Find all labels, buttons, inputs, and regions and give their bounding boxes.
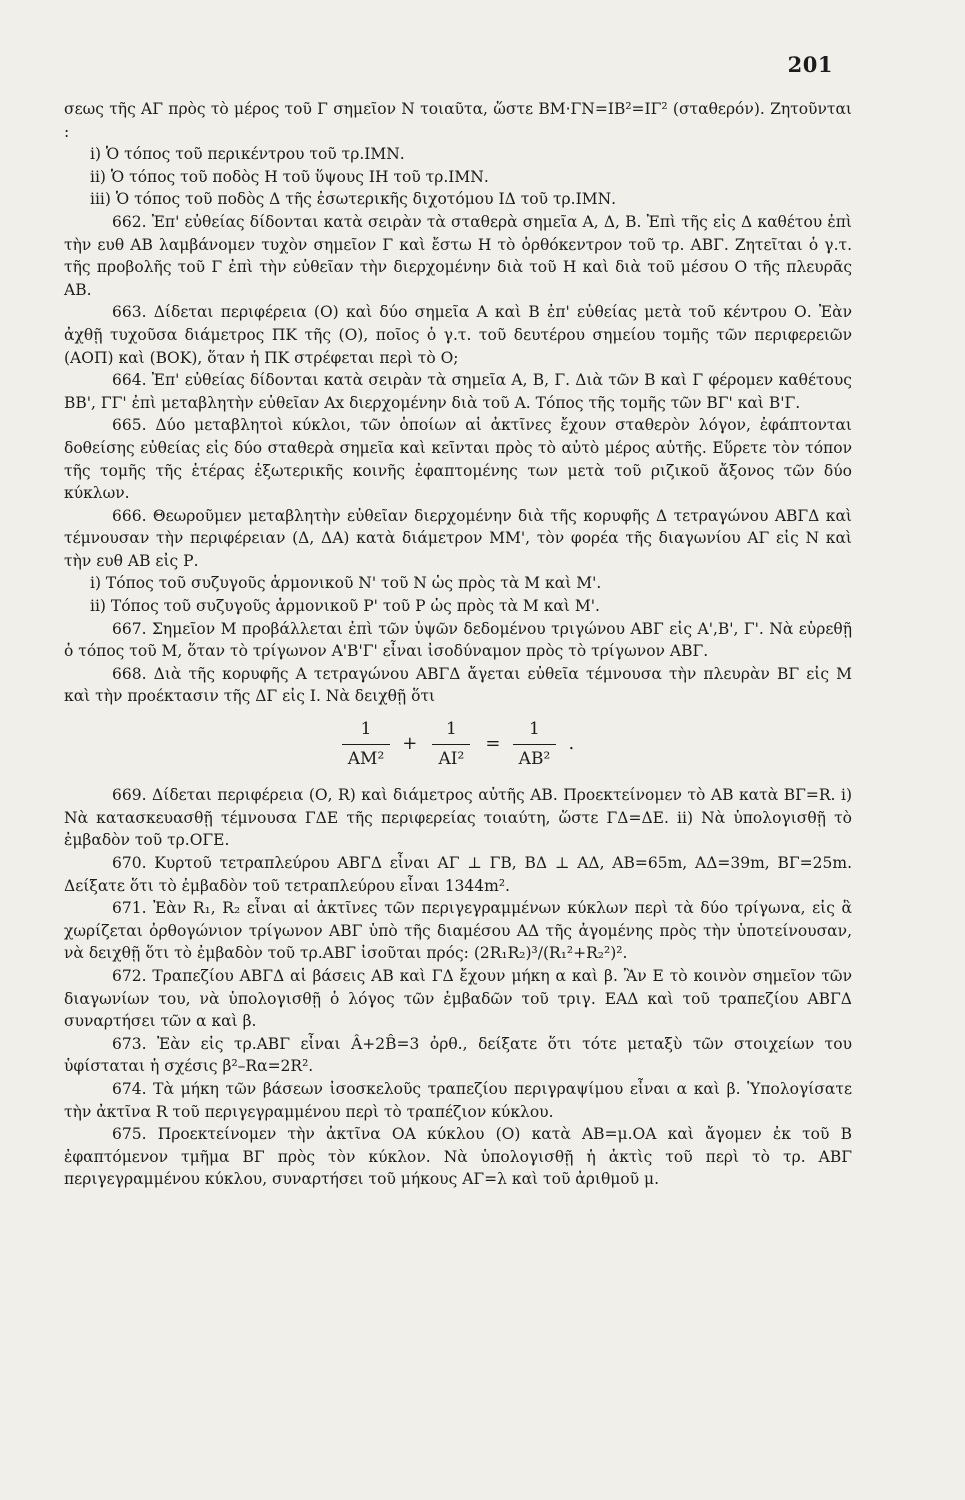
numerator: 1: [360, 719, 372, 740]
denominator: ΑΙ²: [432, 744, 470, 771]
problem-669: 669. Δίδεται περιφέρεια (Ο, R) καὶ διάμετρος αὐτῆς ΑΒ. Προεκτείνομεν τὸ ΑΒ κατὰ ΒΓ=R. i) Νὰ κατασκευασθῇ τέμνουσα ΓΔΕ τῆς περιφερείας τοιαύτη, ὥστε ΓΔ=ΔΕ. ii) Νὰ ὑπολογισθῇ τὸ ἐμβαδὸν τοῦ τρ.ΟΓΕ.: [64, 786, 852, 850]
problem-670: 670. Κυρτοῦ τετραπλεύρου ΑΒΓΔ εἶναι ΑΓ ⊥ ΓΒ, ΒΔ ⊥ ΑΔ, ΑΒ=65m, ΑΔ=39m, ΒΓ=25m. Δείξατε ὅτι τὸ ἐμβαδὸν τοῦ τετραπλεύρου εἶναι 1344m².: [64, 854, 852, 895]
equals-sign: =: [485, 732, 501, 754]
problem-668: 668. Διὰ τῆς κορυφῆς Α τετραγώνου ΑΒΓΔ ἄγεται εὐθεῖα τέμνουσα τὴν πλευρὰν ΒΓ εἰς Μ καὶ τὴν προέκτασιν τῆς ΔΓ εἰς Ι. Νὰ δειχθῇ ὅτι: [64, 664, 852, 706]
numerator: 1: [529, 719, 540, 740]
page-text: [64, 98, 852, 1191]
numerator: 1: [445, 719, 457, 740]
problem-664: 664. Ἐπ' εὐθείας δίδονται κατὰ σειρὰν τὰ σημεῖα Α, Β, Γ. Διὰ τῶν Β καὶ Γ φέρομεν καθέτους ΒΒ', ΓΓ' ἐπὶ μεταβλητὴν εὐθεῖαν Αx διερχομένην διὰ τοῦ Α. Τόπος τῆς τομῆς τῶν ΒΓ' καὶ Β'Γ.: [64, 371, 852, 412]
item-666-i: i) Τόπος τοῦ συζυγοῦς ἁρμονικοῦ Ν' τοῦ Ν ὡς πρὸς τὰ Μ καὶ Μ'.: [90, 574, 602, 593]
denominator: ΑΜ²: [342, 744, 391, 771]
paragraph-661-continuation: σεως τῆς ΑΓ πρὸς τὸ μέρος τοῦ Γ σημεῖον Ν τοιαῦτα, ὥστε ΒΜ·ΓΝ=ΙΒ²=ΙΓ² (σταθερόν). Ζητοῦνται :: [64, 100, 852, 141]
item-666-ii: ii) Τόπος τοῦ συζυγοῦς ἁρμονικοῦ Ρ' τοῦ Ρ ὡς πρὸς τὰ Μ καὶ Μ'.: [90, 597, 600, 616]
problem-663: 663. Δίδεται περιφέρεια (Ο) καὶ δύο σημεῖα Α καὶ Β ἐπ' εὐθείας μετὰ τοῦ κέντρου Ο. Ἐὰν ἀχθῇ τυχοῦσα διάμετρος ΠΚ τῆς (Ο), ποῖος ὁ γ.τ. τοῦ δευτέρου σημείου τομῆς τῶν περιφερειῶν (ΑΟΠ) καὶ (ΒΟΚ), ὅταν ἡ ΠΚ στρέφεται περὶ τὸ Ο;: [64, 303, 852, 367]
fraction-am: [342, 718, 391, 770]
fraction-ai: [429, 718, 473, 770]
problem-667: 667. Σημεῖον Μ προβάλλεται ἐπὶ τῶν ὑψῶν δεδομένου τριγώνου ΑΒΓ εἰς Α',Β', Γ'. Νὰ εὑρεθῇ ὁ τόπος τοῦ Μ, ὅταν τὸ τρίγωνον Α'Β'Γ' εἶναι ἰσοδύναμον πρὸς τὸ τρίγωνον ΑΒΓ.: [64, 619, 852, 661]
plus-sign: +: [402, 732, 418, 754]
problem-675: 675. Προεκτείνομεν τὴν ἀκτῖνα ΟΑ κύκλου (Ο) κατὰ ΑΒ=μ.ΟΑ καὶ ἄγομεν ἐκ τοῦ Β ἐφαπτόμενον τμῆμα ΒΓ πρὸς τὸν κύκλον. Νὰ ὑπολογισθῇ ἡ ἀκτὶς τοῦ περὶ τὸ τρ. ΑΒΓ περιγεγραμμένου κύκλου, συναρτήσει τοῦ μήκους ΑΓ=λ καὶ τοῦ ἀριθμοῦ μ.: [64, 1125, 852, 1189]
item-661-i: i) Ὁ τόπος τοῦ περικέντρου τοῦ τρ.ΙΜΝ.: [90, 145, 405, 164]
item-661-iii: iii) Ὁ τόπος τοῦ ποδὸς Δ τῆς ἐσωτερικῆς διχοτόμου ΙΔ τοῦ τρ.ΙΜΝ.: [90, 190, 617, 209]
fraction-ab: [512, 718, 556, 770]
page-number: 201: [787, 52, 833, 77]
formula-period: .: [568, 732, 575, 754]
problem-666: 666. Θεωροῦμεν μεταβλητὴν εὐθεῖαν διερχομένην διὰ τῆς κορυφῆς Δ τετραγώνου ΑΒΓΔ καὶ τέμνουσαν τὴν περιφέρειαν (Δ, ΔΑ) κατὰ διάμετρον ΜΜ', τὸν φορέα τῆς διαγωνίου ΑΓ εἰς Ν καὶ τὴν ευθ ΑΒ εἰς Ρ.: [64, 506, 852, 570]
denominator: ΑΒ²: [513, 744, 557, 771]
problem-665: 665. Δύο μεταβλητοὶ κύκλοι, τῶν ὁποίων αἱ ἀκτῖνες ἔχουν σταθερὸν λόγον, ἐφάπτονται δοθείσης εὐθείας εἰς δύο σταθερὰ σημεῖα καὶ κεῖνται πρὸς τὸ αὐτὸ μέρος αὐτῆς. Εὕρετε τὸν τόπον τῆς τομῆς τῆς ἑτέρας ἐξωτερικῆς κοινῆς ἐφαπτομένης των μετὰ τοῦ ριζικοῦ ἄξονος τῶν δύο κύκλων.: [64, 416, 852, 503]
problem-662: 662. Ἐπ' εὐθείας δίδονται κατὰ σειρὰν τὰ σταθερὰ σημεῖα Α, Δ, Β. Ἐπὶ τῆς εἰς Δ καθέτου ἐπὶ τὴν ευθ ΑΒ λαμβάνομεν τυχὸν σημεῖον Γ καὶ ἔστω Η τὸ ὀρθόκεντρον τοῦ τρ. ΑΒΓ. Ζητεῖται ὁ γ.τ. τῆς προβολῆς τοῦ Γ ἐπὶ τὴν εὐθεῖαν τὴν διερχομένην διὰ τοῦ Η καὶ διὰ τοῦ μέσου Ο τῆς πλευρᾶς ΑΒ.: [64, 212, 852, 299]
problem-672: 672. Τραπεζίου ΑΒΓΔ αἱ βάσεις ΑΒ καὶ ΓΔ ἔχουν μήκη α καὶ β. Ἂν Ε τὸ κοινὸν σημεῖον τῶν διαγωνίων του, νὰ ὑπολογισθῇ ὁ λόγος τῶν ἐμβαδῶν τοῦ τριγ. ΕΑΔ καὶ τοῦ τραπεζίου ΑΒΓΔ συναρτήσει τῶν α καὶ β.: [64, 966, 852, 1031]
item-661-ii: ii) Ὁ τόπος τοῦ ποδὸς Η τοῦ ὕψους ΙΗ τοῦ τρ.ΙΜΝ.: [90, 167, 489, 186]
problem-671: 671. Ἐὰν R₁, R₂ εἶναι αἱ ἀκτῖνες τῶν περιγεγραμμένων κύκλων περὶ τὰ δύο τρίγωνα, εἰς ἃ χωρίζεται ὀρθογώνιον τρίγωνον ΑΒΓ ὑπὸ τῆς διαμέσου ΑΔ τῆς ἀγομένης πρὸς τὴν ὑποτείνουσαν, νὰ δειχθῇ ὅτι τὸ ἐμβαδὸν τοῦ τρ.ΑΒΓ ἰσοῦται πρός: (2R₁R₂)³/(R₁²+R₂²)².: [64, 899, 852, 963]
problem-673: 673. Ἐὰν εἰς τρ.ΑΒΓ εἶναι Â+2B̂=3 ὀρθ., δείξατε ὅτι τότε μεταξὺ τῶν στοιχείων του ὑφίσταται ἡ σχέσις β²–Rα=2R².: [64, 1034, 852, 1076]
problem-674: 674. Τὰ μήκη τῶν βάσεων ἰσοσκελοῦς τραπεζίου περιγραψίμου εἶναι α καὶ β. Ὑπολογίσατε τὴν ἀκτῖνα R τοῦ περιγεγραμμένου περὶ τὸ τραπέζιον κύκλου.: [64, 1079, 852, 1121]
formula-668: [64, 718, 852, 770]
